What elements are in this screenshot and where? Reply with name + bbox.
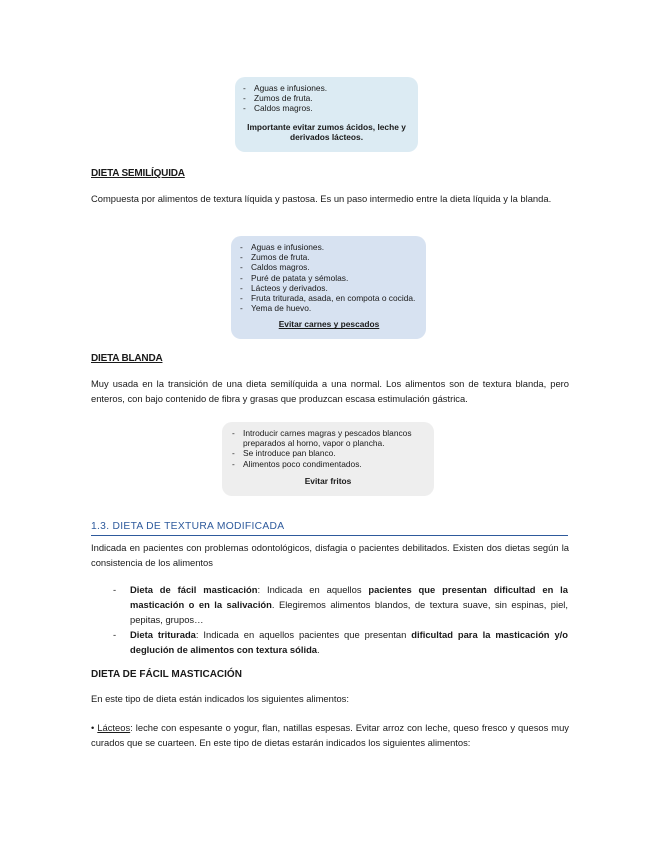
list-item: - Caldos magros. [243, 103, 410, 113]
dairy-paragraph [91, 720, 569, 750]
soft-diet-heading: DIETA BLANDA [91, 353, 163, 364]
semiliquid-description: Compuesta por alimentos de textura líquida y pastosa. Es un paso intermedio entre la dieta líquida y la blanda. [91, 193, 552, 204]
soft-diet-list [232, 428, 424, 469]
list-item: - Lácteos y derivados. [240, 283, 418, 293]
soft-diet-description: Muy usada en la transición de una dieta semilíquida a una normal. Los alimentos son de textura blanda, pero enteros, con bajo contenido de fibra y grasas que produzcan escasa estimulación gástrica. [91, 378, 569, 404]
pureed-term: Dieta triturada [130, 629, 196, 640]
list-item: - Zumos de fruta. [243, 93, 410, 103]
bullet-glyph: • [91, 722, 95, 733]
list-item: - Zumos de fruta. [240, 252, 418, 262]
liquid-diet-box [235, 77, 418, 152]
dairy-label: Lácteos [97, 722, 131, 733]
soft-diet-note: Evitar fritos [304, 475, 352, 486]
list-item-easy-chew [113, 582, 568, 627]
easy-chew-bold: pacientes que presentan dificultad en la masticación o en la salivación [130, 584, 568, 610]
easy-chew-term: Dieta de fácil masticación [130, 584, 258, 595]
easy-chew-heading: DIETA DE FÁCIL MASTICACIÓN [91, 669, 242, 680]
section-intro: Indicada en pacientes con problemas odontológicos, disfagia o pacientes debilitados. Existen dos dietas según la consistencia de los alimentos [91, 542, 569, 568]
list-item: - Fruta triturada, asada, en compota o cocida. [240, 293, 418, 303]
semiliquid-diet-list [240, 242, 418, 313]
pureed-bold: dificultad para la masticación y/o deglución de alimentos con textura sólida [130, 629, 568, 655]
list-item: - Aguas e infusiones. [243, 83, 410, 93]
pureed-text-2: . [317, 644, 320, 655]
soft-diet-box [222, 422, 434, 496]
liquid-diet-list [243, 83, 410, 114]
list-item: - Alimentos poco condimentados. [232, 459, 424, 469]
easy-chew-text-1: : Indicada en aquellos [257, 584, 369, 595]
liquid-diet-note: Importante evitar zumos ácidos, leche y derivados lácteos. [247, 121, 406, 143]
list-item: - Se introduce pan blanco. [232, 448, 424, 458]
semiliquid-diet-box [231, 236, 426, 339]
dairy-text: : leche con espesante o yogur, flan, natillas espesas. Evitar arroz con leche, queso fresco y quesos muy curados que se cuarteen. En este tipo de dietas estarán indicados los siguientes alimentos: [91, 722, 569, 748]
list-item: - Introducir carnes magras y pescados blancos preparados al horno, vapor o plancha. [232, 428, 424, 448]
pureed-text-1: : Indicada en aquellos pacientes que presentan [195, 629, 412, 640]
list-item-pureed [113, 627, 568, 657]
semiliquid-diet-note: Evitar carnes y pescados [278, 319, 380, 330]
list-item: - Aguas e infusiones. [240, 242, 418, 252]
list-item: - Yema de huevo. [240, 303, 418, 313]
section-title: 1.3. DIETA DE TEXTURA MODIFICADA [91, 519, 568, 536]
list-item: - Caldos magros. [240, 262, 418, 272]
list-item: - Puré de patata y sémolas. [240, 273, 418, 283]
diet-types-list [113, 582, 568, 657]
easy-chew-intro: En este tipo de dieta están indicados los siguientes alimentos: [91, 693, 349, 704]
easy-chew-text-2: . Elegiremos alimentos blandos, de textura suave, sin espinas, piel, pepitas, grupos… [130, 599, 568, 625]
semiliquid-heading: DIETA SEMILÍQUIDA [91, 168, 185, 179]
